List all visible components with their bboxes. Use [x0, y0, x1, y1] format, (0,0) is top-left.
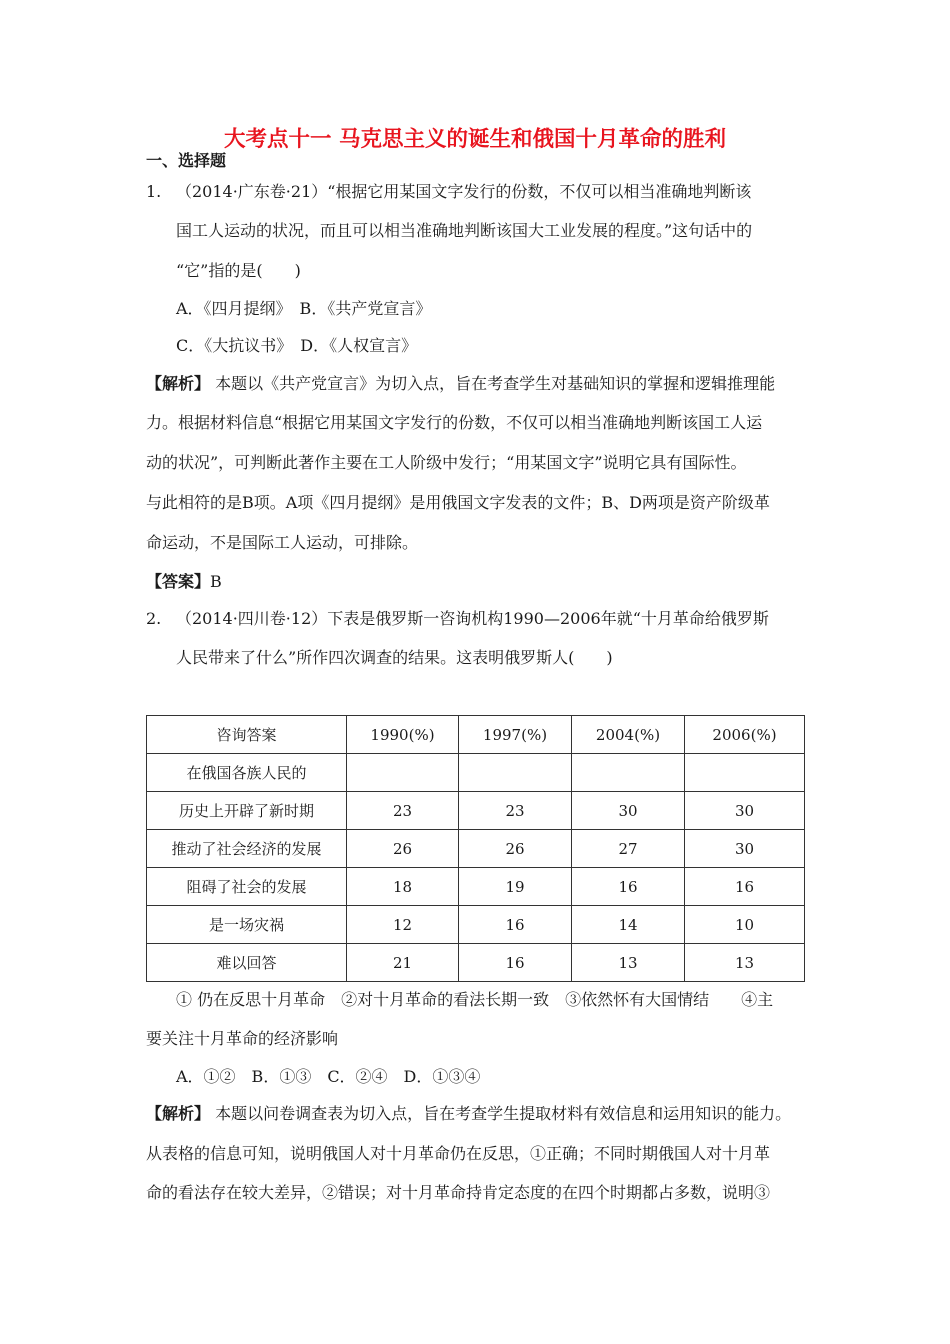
q1-analysis-text1: 本题以《共产党宣言》为切入点，旨在考查学生对基础知识的掌握和逻辑推理能 [210, 374, 776, 393]
q1-stem-line2: 国工人运动的状况，而且可以相当准确地判断该国大工业发展的程度。”这句话中的 [176, 221, 753, 240]
table-cell: 27 [572, 830, 685, 868]
table-cell: 16 [572, 868, 685, 906]
table-cell: 历史上开辟了新时期 [147, 792, 347, 830]
q2-analysis-tag: 【解析】 [146, 1104, 211, 1123]
table-cell: 19 [459, 868, 572, 906]
q2-number: 2. [146, 609, 162, 628]
table-cell: 23 [459, 792, 572, 830]
table-header-cell: 1997(%) [459, 716, 572, 754]
q1-answer-tag: 【答案】 [146, 572, 211, 591]
table-cell: 16 [685, 868, 805, 906]
table-cell [685, 754, 805, 792]
table-cell: 16 [459, 906, 572, 944]
table-cell: 26 [347, 830, 459, 868]
table-cell [572, 754, 685, 792]
table-row [147, 906, 805, 944]
table-cell: 阻碍了社会的发展 [147, 868, 347, 906]
q1-number: 1. [146, 182, 162, 201]
q2-statements-line1: ① 仍在反思十月革命 ②对十月革命的看法长期一致 ③依然怀有大国情结 ④主 [176, 990, 774, 1009]
section-heading: 一、选择题 [146, 151, 227, 170]
q2-analysis-line3: 命的看法存在较大差异，②错误；对十月革命持肯定态度的在四个时期都占多数，说明③ [146, 1183, 771, 1202]
table-header-cell: 1990(%) [347, 716, 459, 754]
table-cell: 推动了社会经济的发展 [147, 830, 347, 868]
q1-stem-line1: （2014·广东卷·21）“根据它用某国文字发行的份数，不仅可以相当准确地判断该 [176, 182, 752, 201]
table-cell: 难以回答 [147, 944, 347, 982]
table-cell [459, 754, 572, 792]
table-row [147, 754, 805, 792]
q1-options-ab: A．《四月提纲》 B．《共产党宣言》 [176, 299, 432, 318]
q2-statements-line2: 要关注十月革命的经济影响 [146, 1029, 339, 1048]
table-cell: 在俄国各族人民的 [147, 754, 347, 792]
q1-analysis-line5: 命运动，不是国际工人运动，可排除。 [146, 533, 419, 552]
q1-analysis-line1 [146, 373, 775, 395]
table-header-cell: 2004(%) [572, 716, 685, 754]
table-cell: 30 [685, 792, 805, 830]
q1-analysis-line2: 力。根据材料信息“根据它用某国文字发行的份数，不仅可以相当准确地判断该国工人运 [146, 413, 763, 432]
table-row [147, 868, 805, 906]
q1-analysis-line3: 动的状况”，可判断此著作主要在工人阶级中发行；“用某国文字”说明它具有国际性。 [146, 453, 747, 472]
q1-stem-line3: “它”指的是( ) [176, 261, 301, 280]
table-cell: 13 [685, 944, 805, 982]
table-cell: 30 [685, 830, 805, 868]
q2-stem-line2: 人民带来了什么”所作四次调查的结果。这表明俄罗斯人( ) [176, 648, 613, 667]
table-cell: 13 [572, 944, 685, 982]
survey-table [146, 715, 805, 982]
table-cell: 10 [685, 906, 805, 944]
table-row [147, 792, 805, 830]
q1-answer-line [146, 571, 222, 593]
table-cell: 26 [459, 830, 572, 868]
q1-analysis-tag: 【解析】 [146, 374, 211, 393]
table-row [147, 830, 805, 868]
q2-analysis-text1: 本题以问卷调查表为切入点，旨在考查学生提取材料有效信息和运用知识的能力。 [210, 1104, 792, 1123]
q1-options-cd: C．《大抗议书》 D．《人权宣言》 [176, 336, 418, 355]
table-cell: 18 [347, 868, 459, 906]
q1-analysis-line4: 与此相符的是B项。A项《四月提纲》是用俄国文字发表的文件；B、D两项是资产阶级革 [146, 493, 770, 512]
table-cell: 14 [572, 906, 685, 944]
table-cell: 23 [347, 792, 459, 830]
table-cell: 12 [347, 906, 459, 944]
q2-stem-line1: （2014·四川卷·12）下表是俄罗斯一咨询机构1990—2006年就“十月革命给俄罗斯 [176, 609, 769, 628]
q2-analysis-line1 [146, 1103, 791, 1125]
table-cell: 是一场灾祸 [147, 906, 347, 944]
q2-options: A．①② B．①③ C．②④ D．①③④ [176, 1067, 481, 1086]
q2-analysis-line2: 从表格的信息可知，说明俄国人对十月革命仍在反思，①正确；不同时期俄国人对十月革 [146, 1144, 771, 1163]
table-cell: 16 [459, 944, 572, 982]
table-row [147, 944, 805, 982]
page-title: 大考点十一 马克思主义的诞生和俄国十月革命的胜利 [224, 127, 726, 152]
table-cell: 30 [572, 792, 685, 830]
table-header-row [147, 716, 805, 754]
table-cell: 21 [347, 944, 459, 982]
table-header-cell: 2006(%) [685, 716, 805, 754]
q1-answer-value: B [210, 572, 222, 591]
table-header-cell: 咨询答案 [147, 716, 347, 754]
table-cell [347, 754, 459, 792]
